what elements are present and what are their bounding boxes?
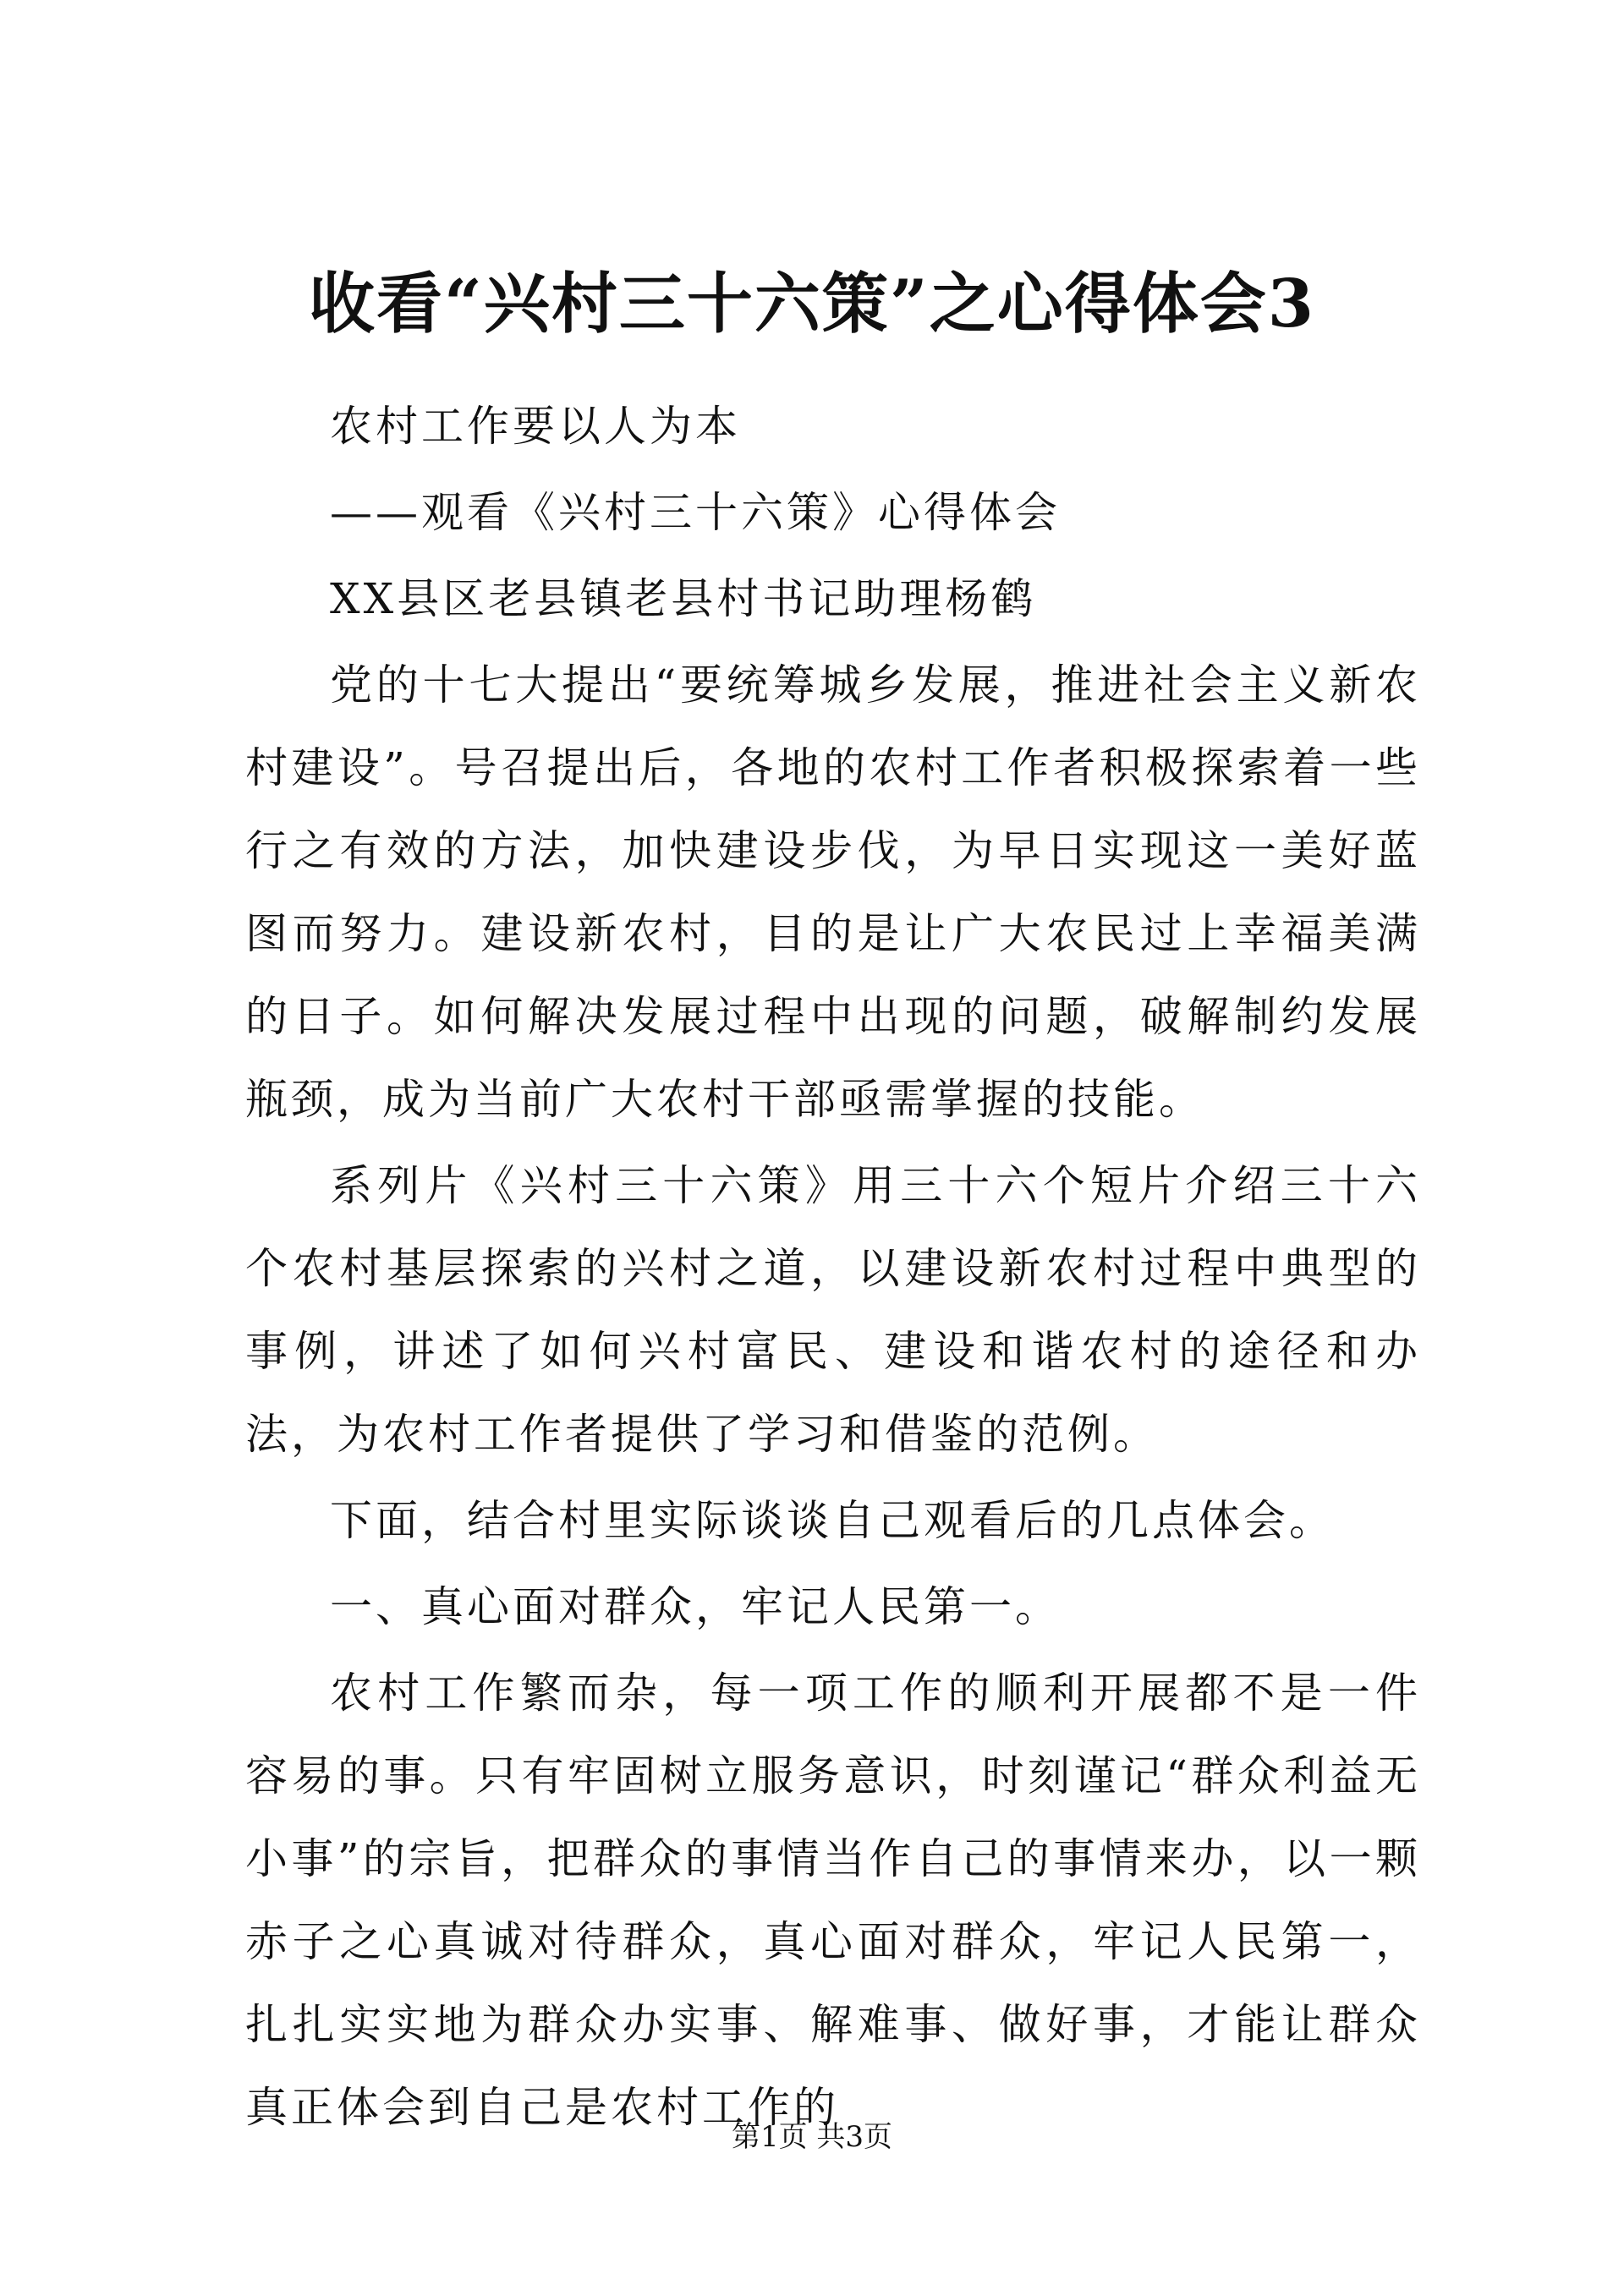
paragraph: 下面，结合村里实际谈谈自己观看后的几点体会。 (330, 1496, 1335, 1545)
page-footer: 第1页 共3页 (731, 2120, 893, 2154)
paragraph-subheading: ——观看《兴村三十六策》心得体会 (330, 488, 1061, 537)
section-heading: 一、真心面对群众，牢记人民第一。 (330, 1582, 1061, 1631)
document-body (245, 385, 1421, 2152)
paragraph-subtitle: 农村工作要以人为本 (330, 402, 741, 451)
document-title: 收看“兴村三十六策”之心得体会3 (308, 266, 1315, 342)
paragraph: 农村工作繁而杂，每一项工作的顺利开展都不是一件容易的事。只有牢固树立服务意识，时刻谨记“群众利益无小事”的宗旨，把群众的事情当作自己的事情来办，以一颗赤子之心真诚对待群众，真心面对群众，牢记人民第一，扎扎实实地为群众办实事、解难事、做好事，才能让群众真正体会到自己是农村工作的 (245, 1669, 1421, 2132)
paragraph: 系列片《兴村三十六策》用三十六个短片介绍三十六个农村基层探索的兴村之道，以建设新农村过程中典型的事例，讲述了如何兴村富民、建设和谐农村的途径和办法，为农村工作者提供了学习和借鉴的范例。 (245, 1161, 1421, 1459)
paragraph-author: XX县区老县镇老县村书记助理杨鹤 (330, 574, 1037, 623)
paragraph: 党的十七大提出“要统筹城乡发展，推进社会主义新农村建设”。号召提出后，各地的农村工作者积极探索着一些行之有效的方法，加快建设步伐，为早日实现这一美好蓝图而努力。建设新农村，目的是让广大农民过上幸福美满的日子。如何解决发展过程中出现的问题，破解制约发展瓶颈，成为当前广大农村干部亟需掌握的技能。 (245, 660, 1421, 1124)
